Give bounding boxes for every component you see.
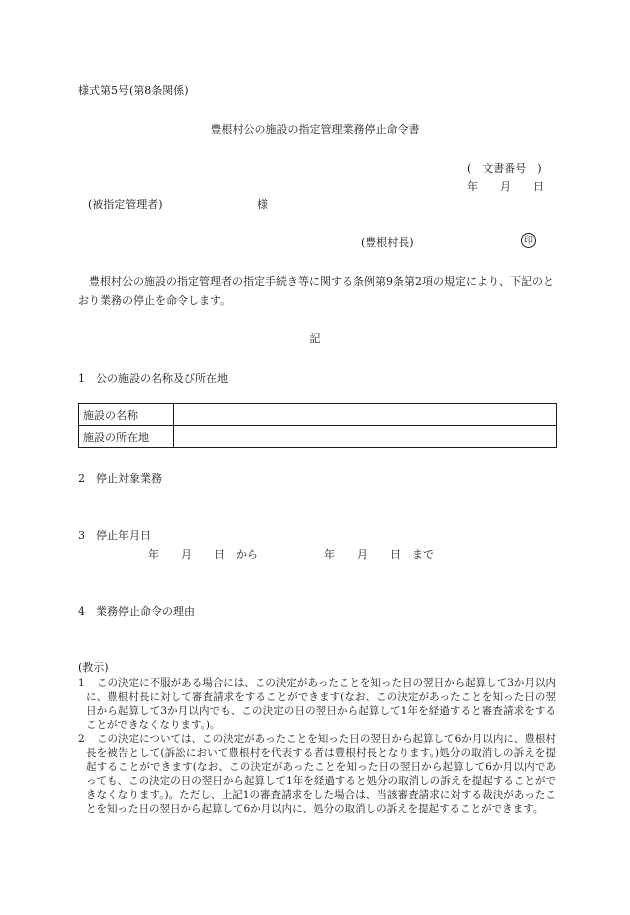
note-number: 1 (78, 677, 85, 689)
body-text: 豊根村公の施設の指定管理者の指定手続き等に関する条例第9条第2項の規定により、下記のとおり業務の停止を命令します。 (78, 275, 554, 307)
note-item (78, 676, 556, 732)
note-item (78, 732, 556, 816)
recipient-label: (被指定管理者) (88, 198, 163, 211)
note-text: この決定については、この決定があったことを知った日の翌日から起算して6か月以内に、豊根村長を被告として(訴訟において豊根村を代表する者は豊根村長となります。)処分の取消しの訴えを提起することができます(なお、この決定があったことを知った日の翌日から起算して6か月以内であっても、この決定の日の翌日から起算して1年を経過すると処分の取消しの訴えを提起することができなくなります。)。ただし、上記1の審査請求をした場合は、当該審査請求に対する裁決があったことを知った日の翌日から起算して6か月以内に、処分の取消しの訴えを提起することができます。 (86, 733, 556, 815)
notes-heading: (教示) (78, 661, 109, 674)
note-text: この決定に不服がある場合には、この決定があったことを知った日の翌日から起算して3か月以内に、豊根村長に対して審査請求をすることができます(なお、この決定があったことを知った日の翌日から起算して3か月以内でも、この決定の日の翌日から起算して1年を経過すると審査請求をすることができなくなります。)。 (86, 677, 556, 731)
note-number: 2 (78, 733, 85, 745)
suspension-period: 年 月 日 から 年 月 日 まで (148, 548, 434, 561)
section2-heading: 2 停止対象業務 (78, 472, 162, 485)
facility-address-label: 施設の所在地 (79, 426, 174, 448)
table-row (79, 404, 557, 426)
facility-name-value (174, 404, 557, 426)
section4-heading: 4 業務停止命令の理由 (78, 605, 195, 618)
document-title: 豊根村公の施設の指定管理業務停止命令書 (210, 123, 420, 136)
facility-name-label: 施設の名称 (79, 404, 174, 426)
form-number: 様式第5号(第8条関係) (78, 84, 189, 97)
facility-address-value (174, 426, 557, 448)
document-number: ( 文書番号 ) (467, 162, 542, 175)
table-row (79, 426, 557, 448)
issuer-label: (豊根村長) (361, 236, 414, 249)
seal-mark: 印 (521, 233, 536, 248)
facility-table (78, 403, 557, 448)
document-date: 年 月 日 (467, 180, 544, 193)
honorific: 様 (257, 198, 268, 211)
section3-heading: 3 停止年月日 (78, 529, 151, 542)
section1-heading: 1 公の施設の名称及び所在地 (78, 372, 228, 385)
ki-heading: 記 (309, 332, 321, 345)
